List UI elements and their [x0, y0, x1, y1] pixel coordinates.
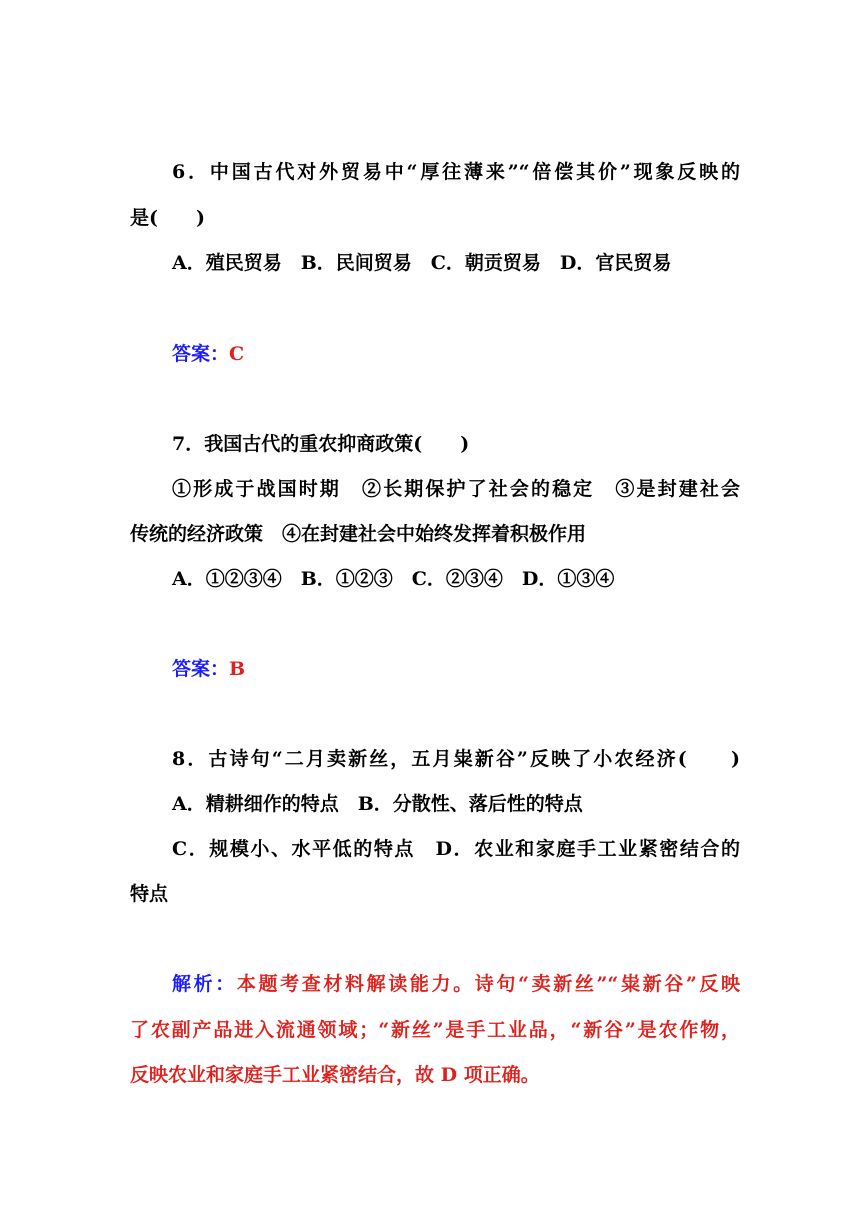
q8-analysis-line2: 了农副产品进入流通领域；“新丝”是手工业品，“新谷”是农作物，	[130, 1019, 740, 1041]
q7-options: A．①②③④ B．①②③ C．②③④ D．①③④	[172, 568, 615, 590]
q8-analysis-line1	[172, 972, 740, 996]
q6-stem-line2: 是( )	[130, 207, 205, 229]
answer-value: C	[229, 343, 245, 365]
q6-options: A．殖民贸易 B．民间贸易 C．朝贡贸易 D．官民贸易	[172, 252, 672, 274]
q7-stem: 7．我国古代的重农抑商政策( )	[172, 433, 470, 455]
q7-items-line1: ①形成于战国时期 ②长期保护了社会的稳定 ③是封建社会	[172, 478, 740, 500]
q7-items-line2: 传统的经济政策 ④在封建社会中始终发挥着积极作用	[130, 523, 587, 545]
q8-options-line3: 特点	[130, 883, 169, 905]
q6-stem-line1: 6．中国古代对外贸易中“厚往薄来”“倍偿其价”现象反映的	[172, 161, 740, 183]
q8-stem: 8．古诗句“二月卖新丝，五月粜新谷”反映了小农经济( )	[172, 748, 740, 770]
q6-answer	[172, 342, 740, 366]
q7-answer	[172, 657, 740, 681]
q8-analysis-line3: 反映农业和家庭手工业紧密结合，故 D 项正确。	[130, 1064, 540, 1086]
analysis-label: 解析：	[172, 973, 237, 995]
q8-options-line1: A．精耕细作的特点 B．分散性、落后性的特点	[172, 793, 583, 815]
analysis-text-line1: 本题考查材料解读能力。诗句“卖新丝”“粜新谷”反映	[236, 973, 740, 995]
answer-value: B	[229, 658, 246, 680]
answer-label: 答案：	[172, 658, 230, 680]
answer-label: 答案：	[172, 343, 230, 365]
q8-options-line2: C．规模小、水平低的特点 D．农业和家庭手工业紧密结合的	[172, 838, 740, 860]
